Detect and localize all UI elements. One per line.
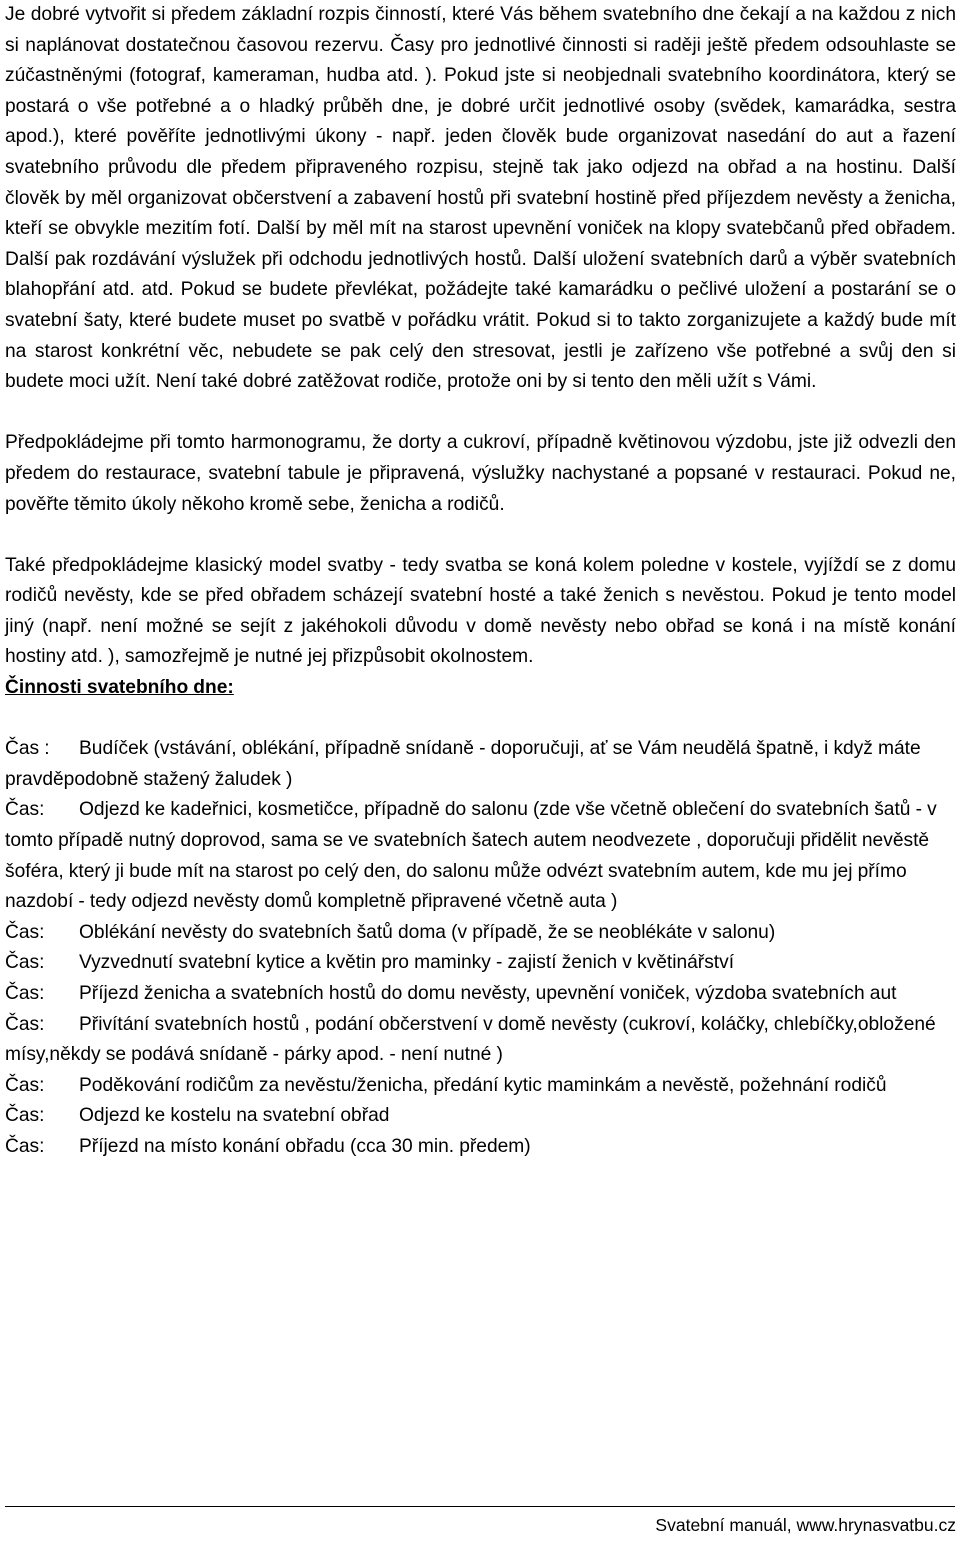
model-paragraph: Také předpokládejme klasický model svatby - tedy svatba se koná kolem poledne v kostele, vyjíždí se z domu rodičů nevěsty, kde se před obřadem scházejí svatební hosté a také ženich s nevěstou. Pokud je tento model jiný (např. není možné se sejít z jakéhokoli důvodu v domě nevěsty nebo obřad se koná i na místě konání hostiny atd. ), samozřejmě je nutné jej přizpůsobit okolnostem. (5, 554, 956, 668)
schedule-entry (5, 1132, 956, 1163)
schedule-entry (5, 734, 956, 795)
schedule-entry (5, 918, 956, 949)
activity-text: Příjezd ženicha a svatebních hostů do domu nevěsty, upevnění voniček, výzdoba svatebních aut (79, 983, 897, 1004)
time-label: Čas: (5, 952, 45, 974)
time-label: Čas: (5, 1074, 45, 1096)
activity-text: Vyzvednutí svatební kytice a květin pro maminky - zajistí ženich v květinářství (79, 952, 735, 974)
schedule-entry (5, 1071, 956, 1102)
activity-text: Odjezd ke kostelu na svatební obřad (79, 1105, 390, 1127)
document-body (5, 0, 956, 1163)
schedule-entry (5, 1010, 956, 1071)
time-label: Čas: (5, 1135, 45, 1157)
time-label: Čas : (5, 738, 50, 760)
section-heading: Činnosti svatebního dne: (5, 677, 234, 699)
activity-text: Přivítání svatebních hostů , podání občerstvení v domě nevěsty (cukroví, koláčky, chlebíčky,obložené mísy,někdy se podává snídaně - párky apod. - není nutné ) (5, 1013, 936, 1066)
schedule-entry (5, 979, 956, 1010)
time-label: Čas: (5, 921, 45, 943)
schedule-entry (5, 1101, 956, 1132)
time-label: Čas: (5, 799, 45, 821)
activity-text: Budíček (vstávání, oblékání, případně snídaně - doporučuji, ať se Vám neudělá špatně, i když máte pravděpodobně stažený žaludek ) (5, 738, 921, 790)
activity-text: Příjezd na místo konání obřadu (cca 30 min. předem) (79, 1135, 531, 1157)
schedule-entry (5, 948, 956, 979)
time-label: Čas: (5, 1105, 45, 1127)
assumption-paragraph: Předpokládejme při tomto harmonogramu, že dorty a cukroví, případně květinovou výzdobu, jste již odvezli den předem do restaurace, svatební tabule je připravená, výslužky nachystané a popsané v restauraci. Pokud ne, pověřte těmito úkoly někoho kromě sebe, ženicha a rodičů. (5, 432, 956, 515)
intro-paragraph: Je dobré vytvořit si předem základní rozpis činností, které Vás během svatebního dne čekají a na každou z nich si naplánovat dostatečnou časovou rezervu. Časy pro jednotlivé činnosti si raději ještě předem odsouhlaste se zúčastněnými (fotograf, kameraman, hudba atd. ). Pokud jste si neobjednali svatebního koordinátora, který se postará o vše potřebné a o hladký průběh dne, je dobré určit jednotlivé osoby (svědek, kamarádka, sestra apod.), které pověříte jednotlivými úkony - např. jeden člověk bude organizovat nasedání do aut a řazení svatebního průvodu dle předem připraveného rozpisu, stejně tak jako odjezd na obřad a na hostinu. Další člověk by měl organizovat občerstvení a zabavení hostů při svatební hostině před příjezdem nevěsty a ženicha, kteří se obvykle mezitím fotí. Další by měl mít na starost upevnění voniček na klopy svatebčanů před obřadem. Další pak rozdávání výslužek při odchodu jednotlivých hostů. Další uložení svatebních darů a výběr svatebních blahopřání atd. atd. Pokud se budete převlékat, požádejte také kamarádku o pečlivé uložení a postarání se o svatební šaty, které budete muset po svatbě v pořádku vrátit. Pokud si to takto zorganizujete a každý bude mít na starost konkrétní věc, nebudete se pak celý den stresovat, jestli je zařízeno vše potřebné a svůj den si budete moci užít. Není také dobré zatěžovat rodiče, protože oni by si tento den měli užít s Vámi. (5, 4, 956, 393)
time-label: Čas: (5, 1013, 45, 1035)
activity-text: Oblékání nevěsty do svatebních šatů doma (v případě, že se neoblékáte v salonu) (79, 921, 776, 943)
time-label: Čas: (5, 983, 45, 1004)
activity-text: Poděkování rodičům za nevěstu/ženicha, předání kytic maminkám a nevěstě, požehnání rodičů (79, 1074, 887, 1096)
activity-text: Odjezd ke kadeřnici, kosmetičce, případně do salonu (zde vše včetně oblečení do svatebních šatů - v tomto případě nutný doprovod, sama se ve svatebních šatech autem neodvezete , doporučuji přidělit nevěstě šoféra, který ji bude mít na starost po celý den, do salonu může odvézt svatebním autem, kde mu jej přímo nazdobí - tedy odjezd nevěsty domů kompletně připravené včetně auta ) (5, 799, 937, 913)
page-footer: Svatební manuál, www.hrynasvatbu.cz (655, 1515, 956, 1535)
schedule-entry (5, 795, 956, 917)
footer-divider (5, 1506, 955, 1507)
schedule-list (5, 734, 956, 1162)
